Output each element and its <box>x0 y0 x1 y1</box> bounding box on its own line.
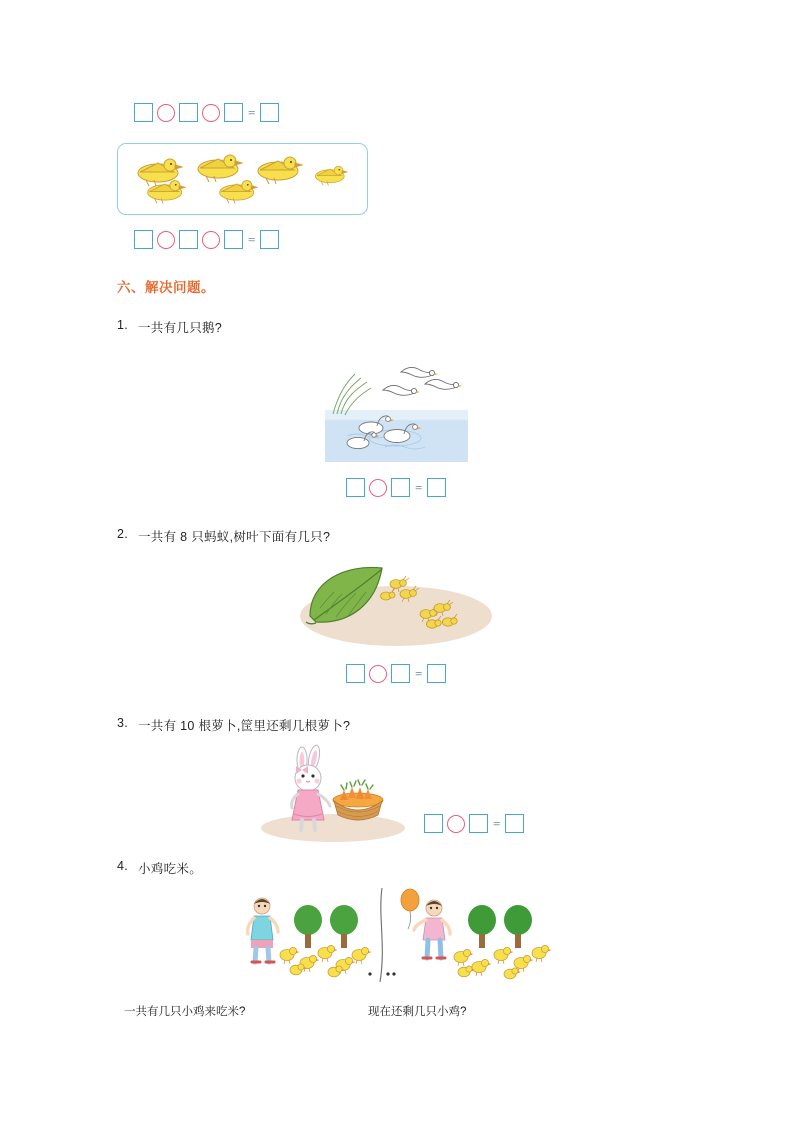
ducks-illustration-panel <box>117 143 368 215</box>
result-box[interactable] <box>260 230 279 249</box>
result-box[interactable] <box>260 103 279 122</box>
section-heading: 六、解决问题。 <box>117 280 215 295</box>
question-2-equation[interactable] <box>346 664 446 683</box>
operator-circle[interactable] <box>202 104 220 122</box>
answer-box[interactable] <box>424 814 443 833</box>
operator-circle[interactable] <box>157 104 175 122</box>
question-3-equation[interactable] <box>424 814 524 833</box>
equals-sign: = <box>493 816 501 831</box>
answer-box[interactable] <box>346 478 365 497</box>
answer-box[interactable] <box>134 230 153 249</box>
question-2-text: 一共有 8 只蚂蚁,树叶下面有几只? <box>138 530 331 544</box>
leaf-ants-scene <box>296 556 496 652</box>
result-box[interactable] <box>505 814 524 833</box>
equation-row-top-1[interactable] <box>134 103 279 122</box>
equals-sign: = <box>415 666 423 681</box>
result-box[interactable] <box>427 478 446 497</box>
equals-sign: = <box>248 232 256 247</box>
question-4-text: 小鸡吃米。 <box>138 862 203 876</box>
operator-circle[interactable] <box>157 231 175 249</box>
answer-box[interactable] <box>391 478 410 497</box>
answer-box[interactable] <box>469 814 488 833</box>
equation-row-top-2[interactable] <box>134 230 279 249</box>
operator-circle[interactable] <box>447 815 465 833</box>
question-1-equation[interactable] <box>346 478 446 497</box>
question-3-number: 3. <box>117 716 129 730</box>
question-4-number: 4. <box>117 859 129 873</box>
answer-box[interactable] <box>346 664 365 683</box>
answer-box[interactable] <box>391 664 410 683</box>
answer-box[interactable] <box>224 230 243 249</box>
ducks-illustration <box>118 144 367 214</box>
result-box[interactable] <box>427 664 446 683</box>
geese-pond-scene <box>325 352 468 462</box>
answer-box[interactable] <box>134 103 153 122</box>
question-1-number: 1. <box>117 318 129 332</box>
chicks-eating-rice-scene <box>232 886 562 986</box>
answer-box[interactable] <box>224 103 243 122</box>
rabbit-carrots-scene <box>258 742 408 847</box>
equals-sign: = <box>248 105 256 120</box>
question-3-text: 一共有 10 根萝卜,筐里还剩几根萝卜? <box>138 719 351 733</box>
equals-sign: = <box>415 480 423 495</box>
question-4-caption-left: 一共有几只小鸡来吃米? <box>124 1006 246 1018</box>
question-1-text: 一共有几只鹅? <box>138 321 223 335</box>
operator-circle[interactable] <box>202 231 220 249</box>
operator-circle[interactable] <box>369 665 387 683</box>
answer-box[interactable] <box>179 230 198 249</box>
question-2-number: 2. <box>117 527 129 541</box>
answer-box[interactable] <box>179 103 198 122</box>
operator-circle[interactable] <box>369 479 387 497</box>
question-4-caption-right: 现在还剩几只小鸡? <box>368 1006 467 1018</box>
